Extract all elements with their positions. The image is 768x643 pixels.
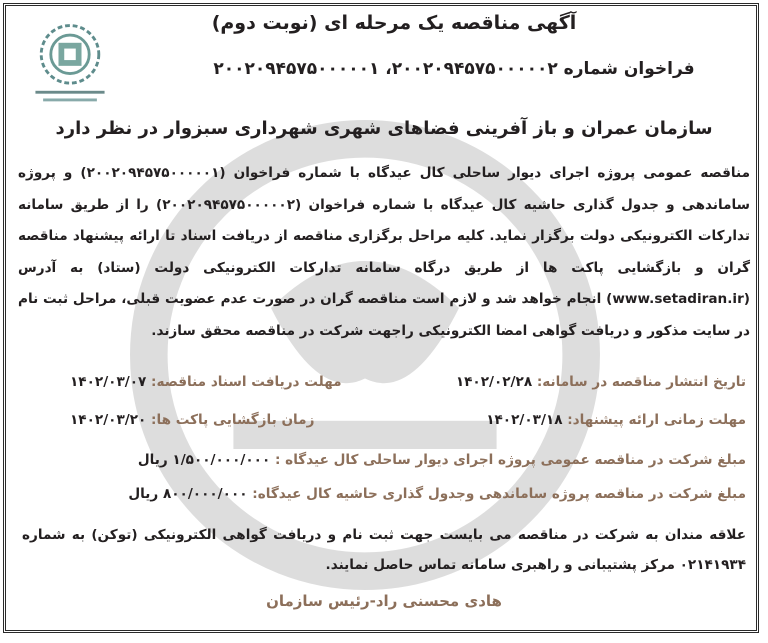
publish-date-label: تاریخ انتشار مناقصه در سامانه:: [536, 374, 746, 390]
opening-time-value: ۱۴۰۲/۰۳/۲۰: [70, 412, 147, 428]
closing-note: علاقه مندان به شرکت در مناقصه می بایست جهت ثبت نام و دریافت گواهی الکترونیکی (توکن) به شماره ۰۲۱۴۱۹۳۴ مرکز پشتیبانی و راهبری سامانه تماس حاصل نمایند.: [22, 527, 746, 573]
fee-row-2: [22, 486, 746, 502]
fee2-label: مبلغ شرکت در مناقصه پروژه ساماندهی وجدول گذاری حاشیه کال عیدگاه:: [252, 486, 746, 502]
dates-row-2: [34, 412, 746, 438]
submit-deadline-value: ۱۴۰۲/۰۳/۱۸: [486, 412, 563, 428]
docs-deadline-label: مهلت دریافت اسناد مناقصه:: [151, 374, 342, 390]
fee2-value: ۸۰۰/۰۰۰/۰۰۰ ریال: [128, 486, 248, 502]
call-numbers: فراخوان شماره ۲۰۰۲۰۹۴۵۷۵۰۰۰۰۰۲، ۲۰۰۲۰۹۴۵۷۵۰۰۰۰۰۱: [213, 59, 695, 79]
notice-body: مناقصه عمومی پروژه اجرای دیوار ساحلی کال عیدگاه با شماره فراخوان (۲۰۰۲۰۹۴۵۷۵۰۰۰۰۰۱) و پروژه ساماندهی و جدول گذاری حاشیه کال عیدگاه با شماره فراخوان (۲۰۰۲۰۹۴۵۷۵۰۰۰۰۰۲) را از طریق سامانه تدارکات الکترونیکی دولت برگزار نماید. کلیه مراحل برگزاری مناقصه از دریافت اسناد تا ارائه پیشنهاد مناقصه گران و بازگشایی پاکت ها از طریق درگاه سامانه تدارکات الکترونیکی دولت (ستاد) به آدرس (www.setadiran.ir) انجام خواهد شد و لازم است مناقصه گران در صورت عدم عضویت قبلی، مراحل ثبت نام در سایت مذکور و دریافت گواهی امضا الکترونیکی راجهت شرکت در مناقصه محقق سازند.: [18, 165, 750, 339]
fee1-value: ۱/۵۰۰/۰۰۰/۰۰۰ ریال: [137, 452, 271, 468]
submit-deadline-label: مهلت زمانی ارائه پیشنهاد:: [567, 412, 746, 428]
docs-deadline-value: ۱۴۰۲/۰۳/۰۷: [70, 374, 147, 390]
opening-time-label: زمان بازگشایی پاکت ها:: [151, 412, 315, 428]
signature: هادی محسنی راد-رئیس سازمان: [266, 592, 502, 610]
notice-title: آگهی مناقصه یک مرحله ای (نوبت دوم): [211, 12, 577, 34]
organization-heading: سازمان عمران و باز آفرینی فضاهای شهری شهرداری سبزوار در نظر دارد: [55, 118, 713, 139]
publish-date-value: ۱۴۰۲/۰۲/۲۸: [455, 374, 533, 390]
dates-row-1: [34, 374, 746, 400]
fee-row-1: [22, 452, 746, 468]
organization-logo: [22, 14, 118, 110]
fee1-label: مبلغ شرکت در مناقصه عمومی پروژه اجرای دیوار ساحلی کال عیدگاه :: [275, 452, 746, 468]
